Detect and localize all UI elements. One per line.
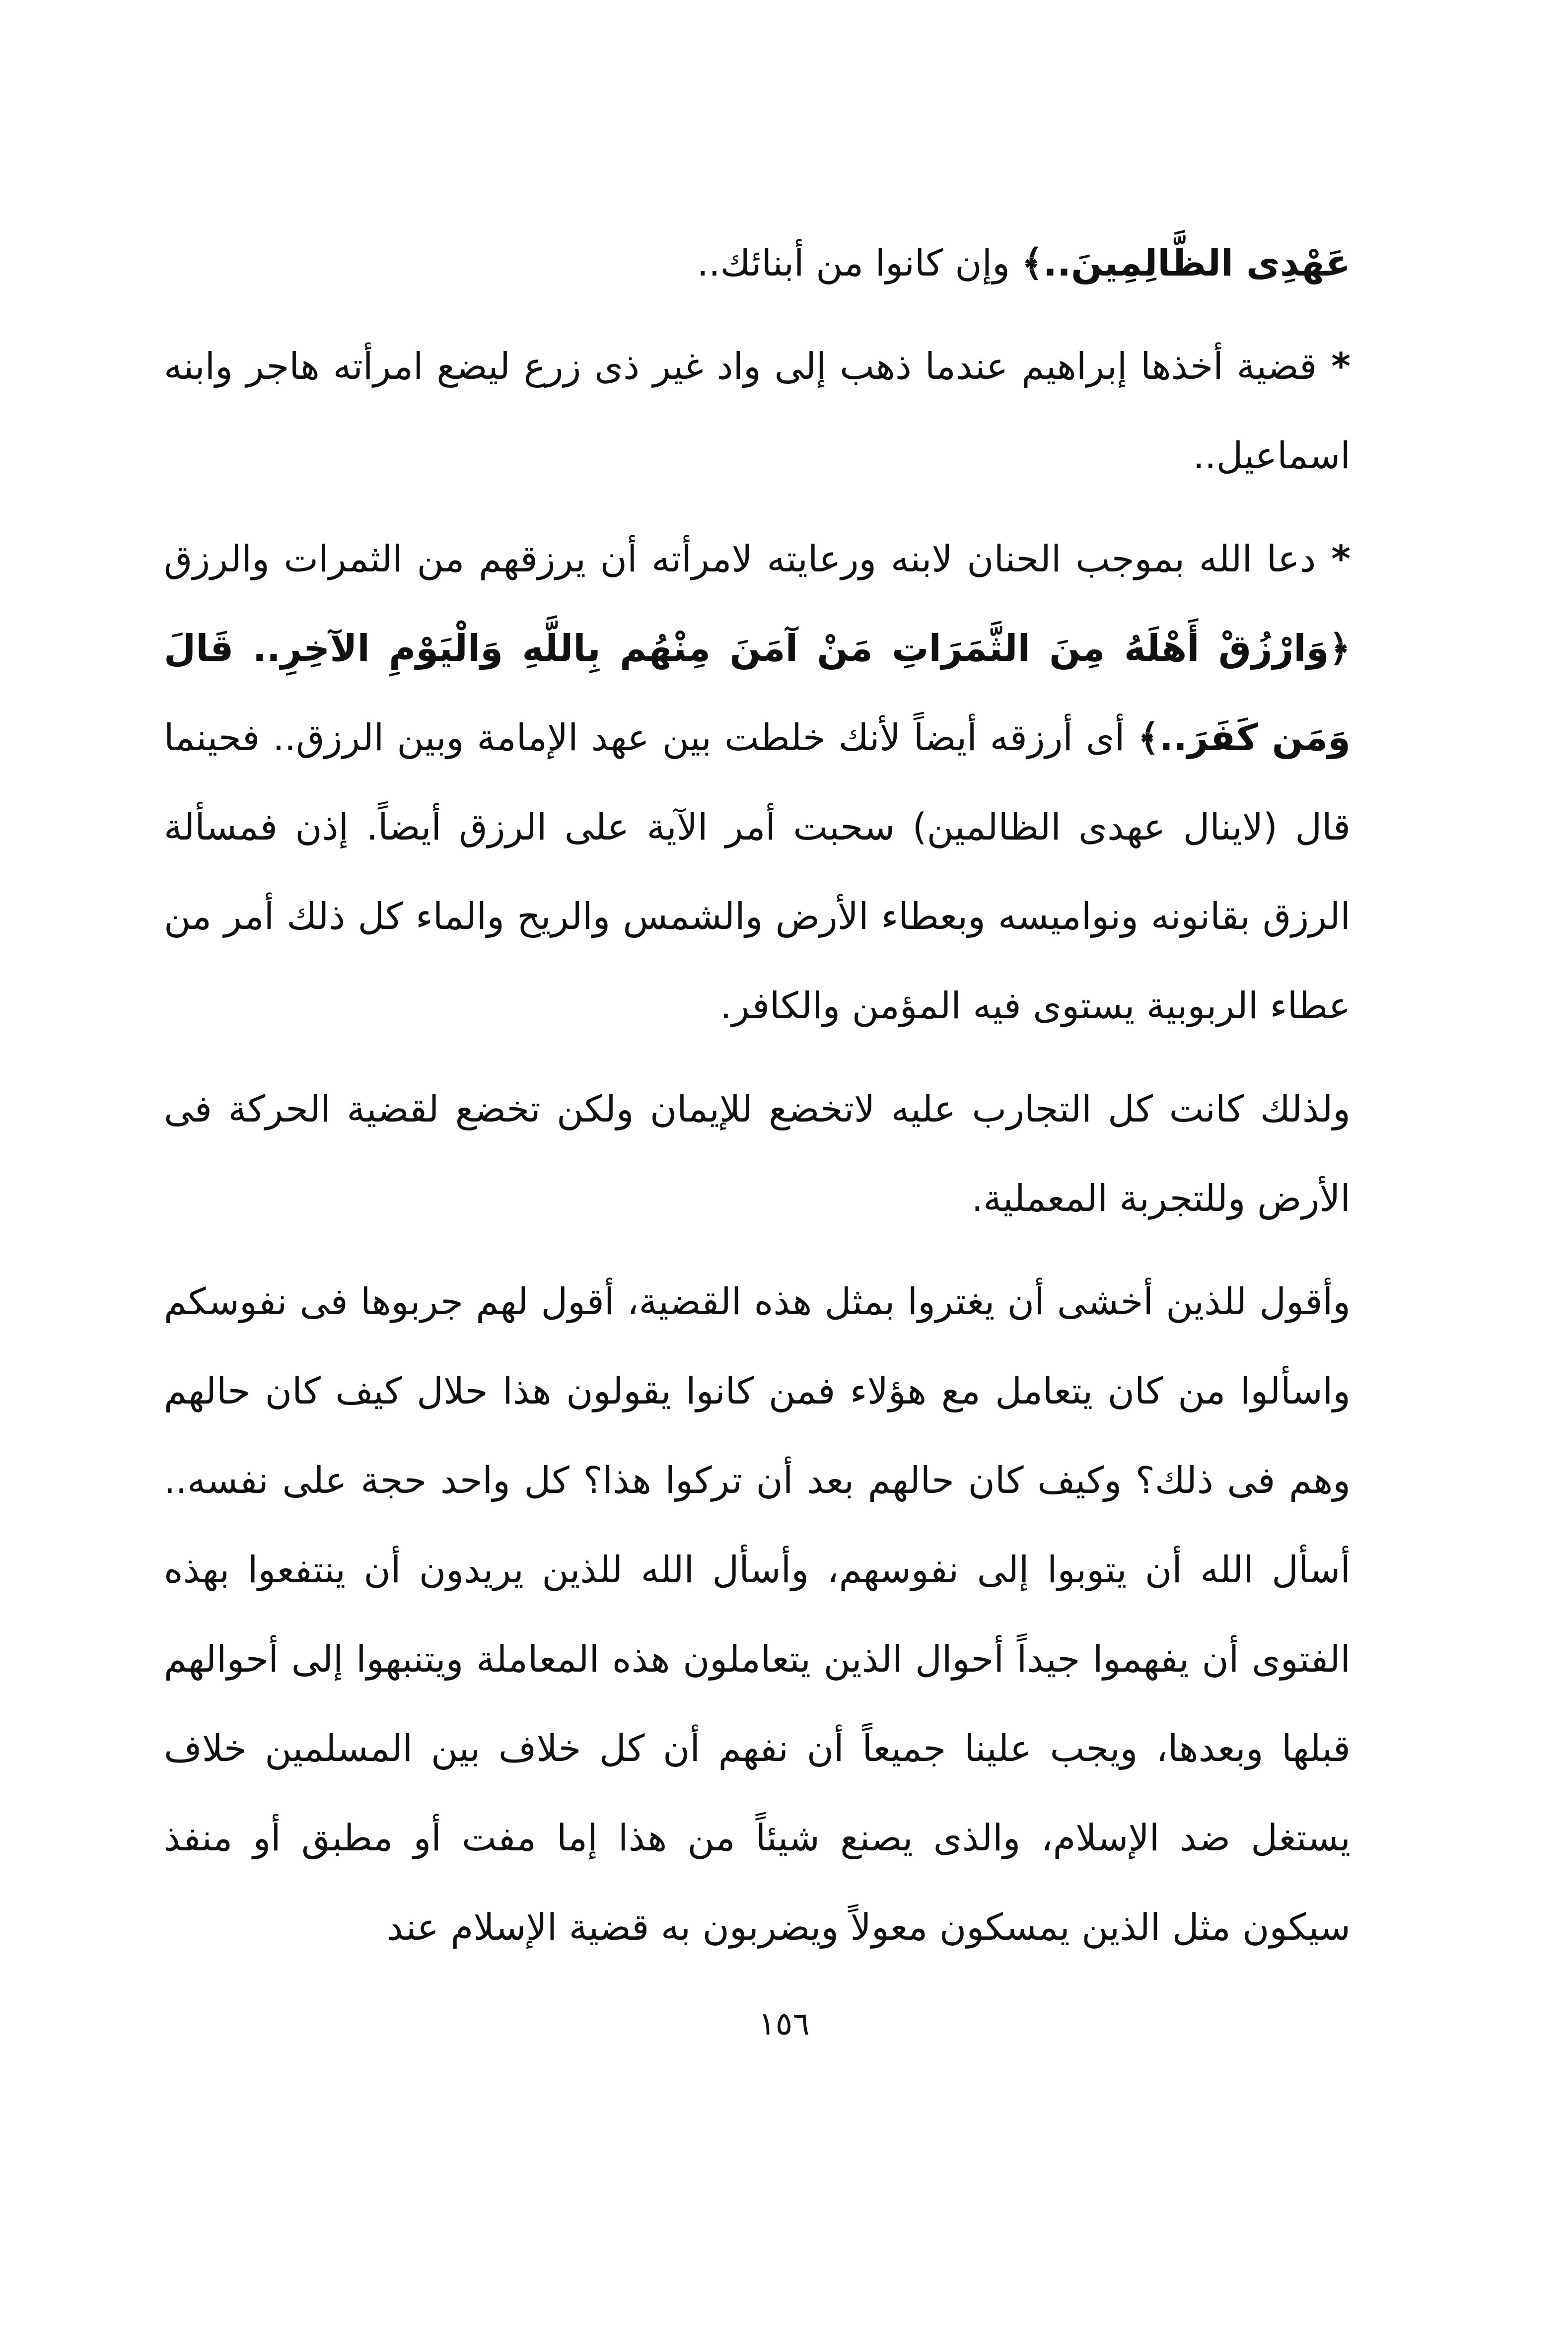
opening-line — [164, 218, 1351, 308]
bullet-asterisk: * — [1317, 345, 1351, 388]
opening-text: وإن كانوا من أبنائك.. — [697, 242, 1022, 284]
paragraph-4-text: وأقول للذين أخشى أن يغتروا بمثل هذه القضية، أقول لهم جربوها فى نفوسكم واسألوا من كان يتعامل مع هؤلاء فمن كانوا يقولون هذا حلال كيف كان حالهم وهم فى ذلك؟ وكيف كان حالهم بعد أن تركوا هذا؟ كل واحد حجة على نفسه.. أسأل الله أن يتوبوا إلى نفوسهم، وأسأل الله للذين يريدون أن ينتفعوا بهذه الفتوى أن يفهموا جيداً أحوال الذين يتعاملون هذه المعاملة ويتنبهوا إلى أحوالهم قبلها وبعدها، ويجب علينا جميعاً أن نفهم أن كل خلاف بين المسلمين خلاف يستغل ضد الإسلام، والذى يصنع شيئاً من هذا إما مفت أو مطبق أو منفذ سيكون مثل الذين يمسكون معولاً ويضربون به قضية الإسلام عند — [164, 1280, 1351, 1949]
paragraph-4 — [164, 1257, 1351, 1972]
quran-verse: عَهْدِى الظَّالِمِينَ..﴾ — [1021, 242, 1351, 284]
page-body — [164, 218, 1351, 1986]
paragraph-1 — [164, 322, 1351, 500]
paragraph-2 — [164, 514, 1351, 1051]
paragraph-3 — [164, 1064, 1351, 1243]
quran-verse: ﴿وَارْزُقْ أَهْلَهُ مِنَ الثَّمَرَاتِ مَنْ آمَنَ مِنْهُم بِاللَّهِ وَالْيَوْمِ الآخِرِ.. قَالَ وَمَن كَفَرَ..﴾ — [164, 627, 1351, 759]
paragraph-2-text-before: دعا الله بموجب الحنان لابنه ورعايته لامرأته أن يرزقهم من الثمرات والرزق — [164, 538, 1316, 580]
page-number: ١٥٦ — [758, 2006, 810, 2043]
paragraph-3-text: ولذلك كانت كل التجارب عليه لاتخضع للإيمان ولكن تخضع لقضية الحركة فى الأرض وللتجربة المعملية. — [164, 1088, 1351, 1220]
paragraph-1-text: قضية أخذها إبراهيم عندما ذهب إلى واد غير ذى زرع ليضع امرأته هاجر وابنه اسماعيل.. — [164, 345, 1351, 477]
bullet-asterisk: * — [1316, 538, 1351, 580]
paragraph-2-text-after: أى أرزقه أيضاً لأنك خلطت بين عهد الإمامة وبين الرزق.. فحينما قال (لاينال عهدى الظالمين) سحبت أمر الآية على الرزق أيضاً. إذن فمسألة الرزق بقانونه ونواميسه وبعطاء الأرض والشمس والريح والماء كل ذلك أمر من عطاء الربوبية يستوى فيه المؤمن والكافر. — [164, 716, 1351, 1027]
